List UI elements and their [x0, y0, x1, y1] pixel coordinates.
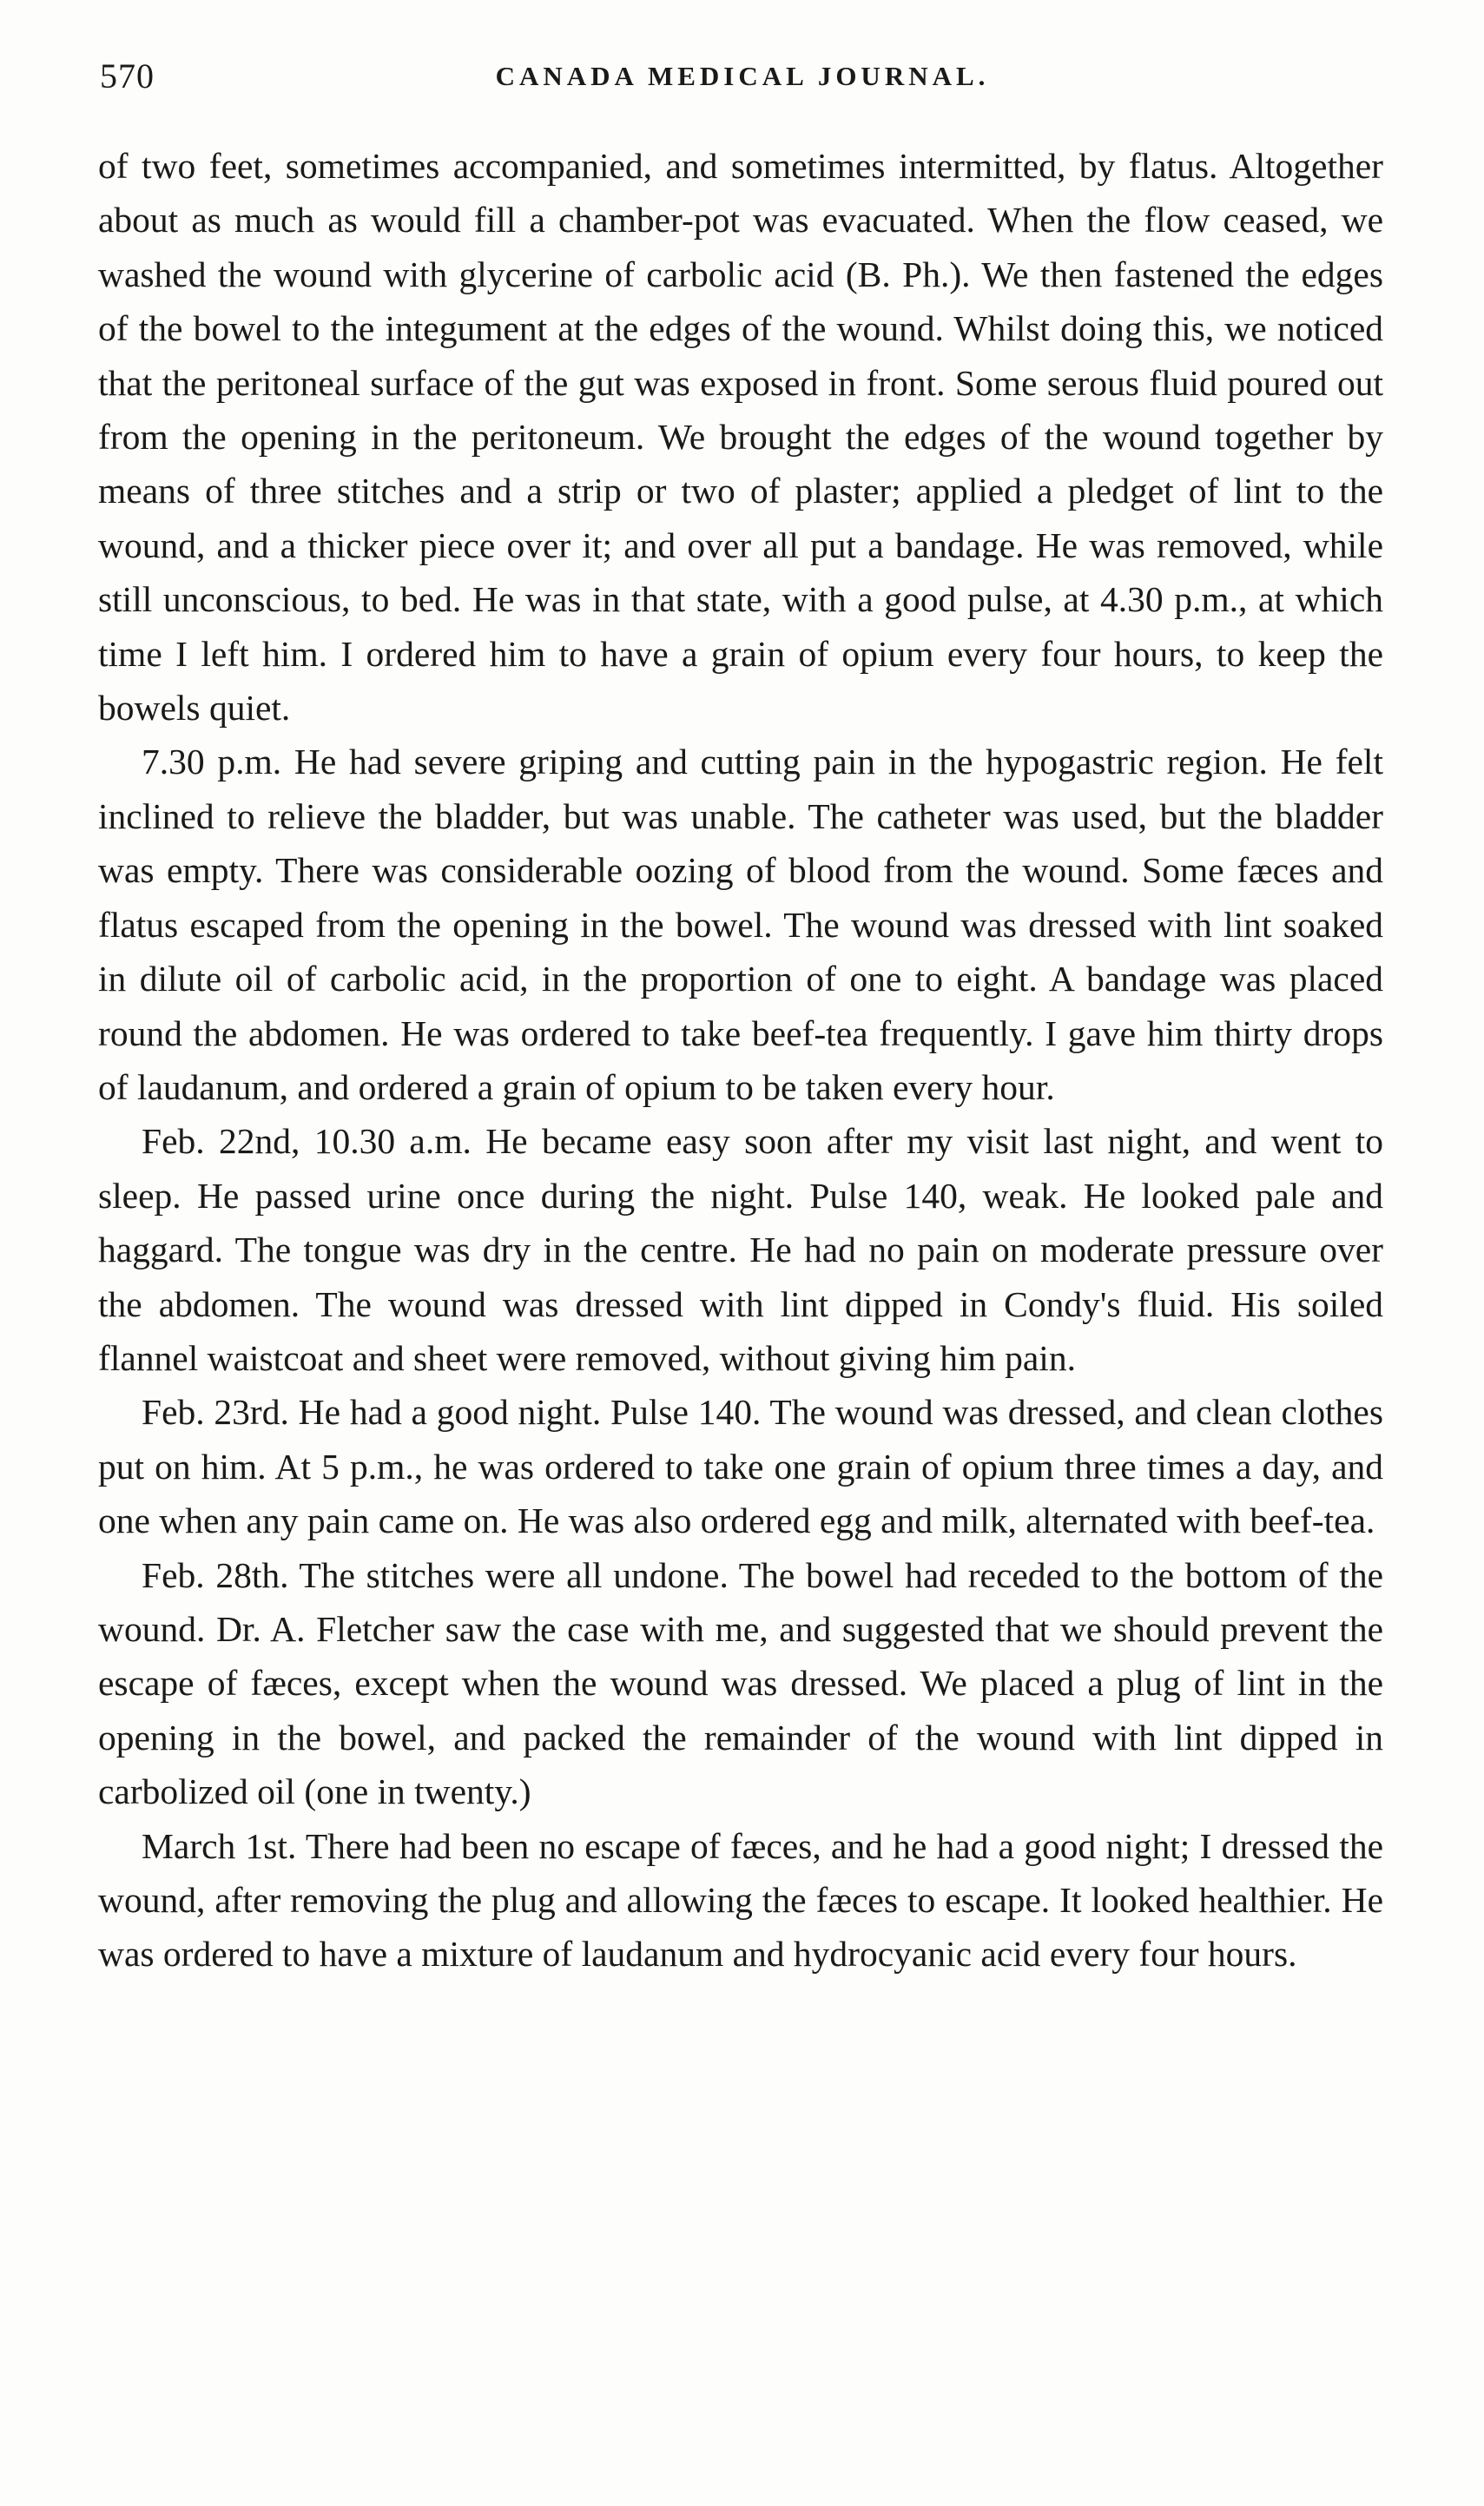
page-number: 570 [100, 56, 155, 96]
paragraph-march-1: March 1st. There had been no escape of fæces, and he had a good night; I dressed the wound, after removing the plug and allowing the fæces to escape. It looked healthier. He was ordered to have a mixture of laudanum and hydrocyanic acid every four hours. [98, 1825, 1383, 1975]
article-body [98, 139, 1383, 1982]
paragraph-continuation: of two feet, sometimes accompanied, and sometimes intermitted, by flatus. Altogether about as much as would fill a chamber-pot was evacuated. When the flow ceased, we washed the wound with glycerine of carbolic acid (B. Ph.). We then fastened the edges of the bowel to the integument at the edges of the wound. Whilst doing this, we noticed that the peritoneal surface of the gut was exposed in front. Some serous fluid poured out from the opening in the peritoneum. We brought the edges of the wound together by means of three stitches and a strip or two of plaster; applied a pledget of lint to the wound, and a thicker piece over it; and over all put a bandage. He was removed, while still unconscious, to bed. He was in that state, with a good pulse, at 4.30 p.m., at which time I left him. I ordered him to have a grain of opium every four hours, to keep the bowels quiet. [98, 146, 1383, 729]
paragraph-feb-22: Feb. 22nd, 10.30 a.m. He became easy soon after my visit last night, and went to sleep. He passed urine once during the night. Pulse 140, weak. He looked pale and haggard. The tongue was dry in the centre. He had no pain on moderate pressure over the abdomen. The wound was dressed with lint dipped in Condy's fluid. His soiled flannel waistcoat and sheet were removed, without giving him pain. [98, 1121, 1383, 1378]
paragraph-feb-28: Feb. 28th. The stitches were all undone. The bowel had receded to the bottom of the wound. Dr. A. Fletcher saw the case with me, and suggested that we should prevent the escape of fæces, except when the wound was dressed. We placed a plug of lint in the opening in the bowel, and packed the remainder of the wound with lint dipped in carbolized oil (one in twenty.) [98, 1554, 1383, 1812]
page-header [100, 56, 1385, 108]
paragraph-feb-23: Feb. 23rd. He had a good night. Pulse 140. The wound was dressed, and clean clothes put on him. At 5 p.m., he was ordered to take one grain of opium three times a day, and one when any pain came on. He was also ordered egg and milk, alternated with beef-tea. [98, 1392, 1383, 1541]
paragraph-evening-entry: 7.30 p.m. He had severe griping and cutting pain in the hypogastric region. He felt inclined to relieve the bladder, but was unable. The catheter was used, but the bladder was empty. There was considerable oozing of blood from the wound. Some fæces and flatus escaped from the opening in the bowel. The wound was dressed with lint soaked in dilute oil of carbolic acid, in the proportion of one to eight. A bandage was placed round the abdomen. He was ordered to take beef-tea frequently. I gave him thirty drops of laudanum, and ordered a grain of opium to be taken every hour. [98, 742, 1383, 1107]
running-title: CANADA MEDICAL JOURNAL. [495, 61, 990, 91]
